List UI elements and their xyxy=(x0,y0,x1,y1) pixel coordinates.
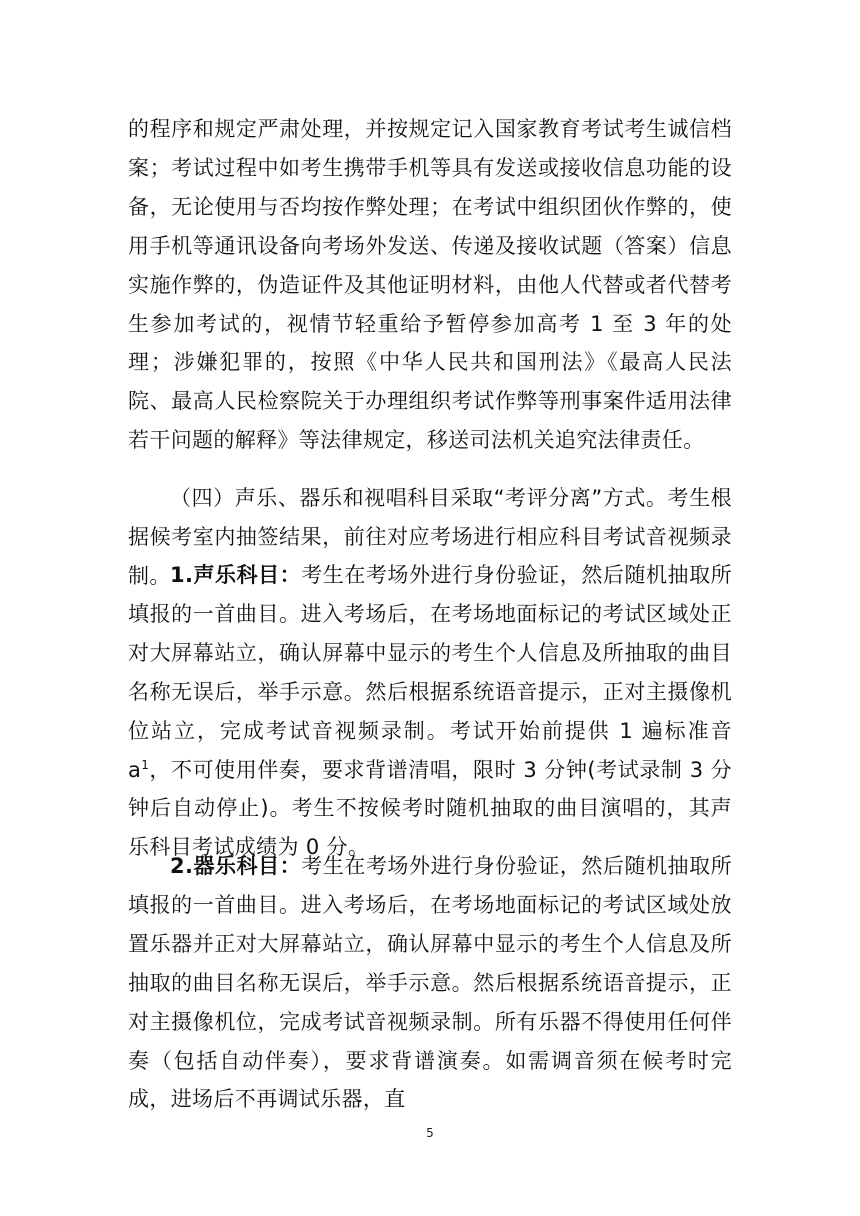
instrumental-section-text: 考生在考场外进行身份验证，然后随机抽取所填报的一首曲目。进入考场后，在考场地面标记的考试区域处放置乐器并正对大屏幕站立，确认屏幕中显示的考生个人信息及所抽取的曲目名称无误后，举手示意。然后根据系统语音提示，正对主摄像机位，完成考试音视频录制。所有乐器不得使用任何伴奏（包括自动伴奏），要求背谱演奏。如需调音须在候考时完成，进场后不再调试乐器，直 xyxy=(128,854,732,1112)
standard-pitch-superscript: 1 xyxy=(141,757,150,772)
vocal-section-heading: 1.声乐科目： xyxy=(170,563,302,587)
page-number: 5 xyxy=(426,1126,434,1140)
instrumental-section-heading: 2.器乐科目： xyxy=(170,854,302,878)
vocal-section-text-part-1: 考生在考场外进行身份验证，然后随机抽取所填报的一首曲目。进入考场后，在考场地面标记的考试区域处正对大屏幕站立，确认屏幕中显示的考生个人信息及所抽取的曲目名称无误后，举手示意。然后根据系统语音提示，正对主摄像机位站立，完成考试音视频录制。考试开始前提供 1 遍标准音 a xyxy=(128,563,732,782)
assessment-method-paragraph: （四）声乐、器乐和视唱科目采取“考评分离”方式。考生根据候考室内抽签结果，前往对应考场进行相应科目考试音视频录制。 xyxy=(128,486,732,588)
regulation-paragraph: 的程序和规定严肃处理，并按规定记入国家教育考试考生诚信档案；考试过程中如考生携带手机等具有发送或接收信息功能的设备，无论使用与否均按作弊处理；在考试中组织团伙作弊的，使用手机等通讯设备向考场外发送、传递及接收试题（答案）信息实施作弊的，伪造证件及其他证明材料，由他人代替或者代替考生参加考试的，视情节轻重给予暂停参加高考 1 至 3 年的处理；涉嫌犯罪的，按照《中华人民共和国刑法》《最高人民法院、最高人民检察院关于办理组织考试作弊等刑事案件适用法律若干问题的解释》等法律规定，移送司法机关追究法律责任。 xyxy=(128,117,732,453)
instrumental-section-paragraph xyxy=(128,847,732,1119)
vocal-section-text-part-2: ，不可使用伴奏，要求背谱清唱，限时 3 分钟(考试录制 3 分钟后自动停止)。考生不按候考时随机抽取的曲目演唱的，其声乐科目考试成绩为 0 分。 xyxy=(128,757,732,860)
vocal-section-paragraph xyxy=(128,556,732,867)
